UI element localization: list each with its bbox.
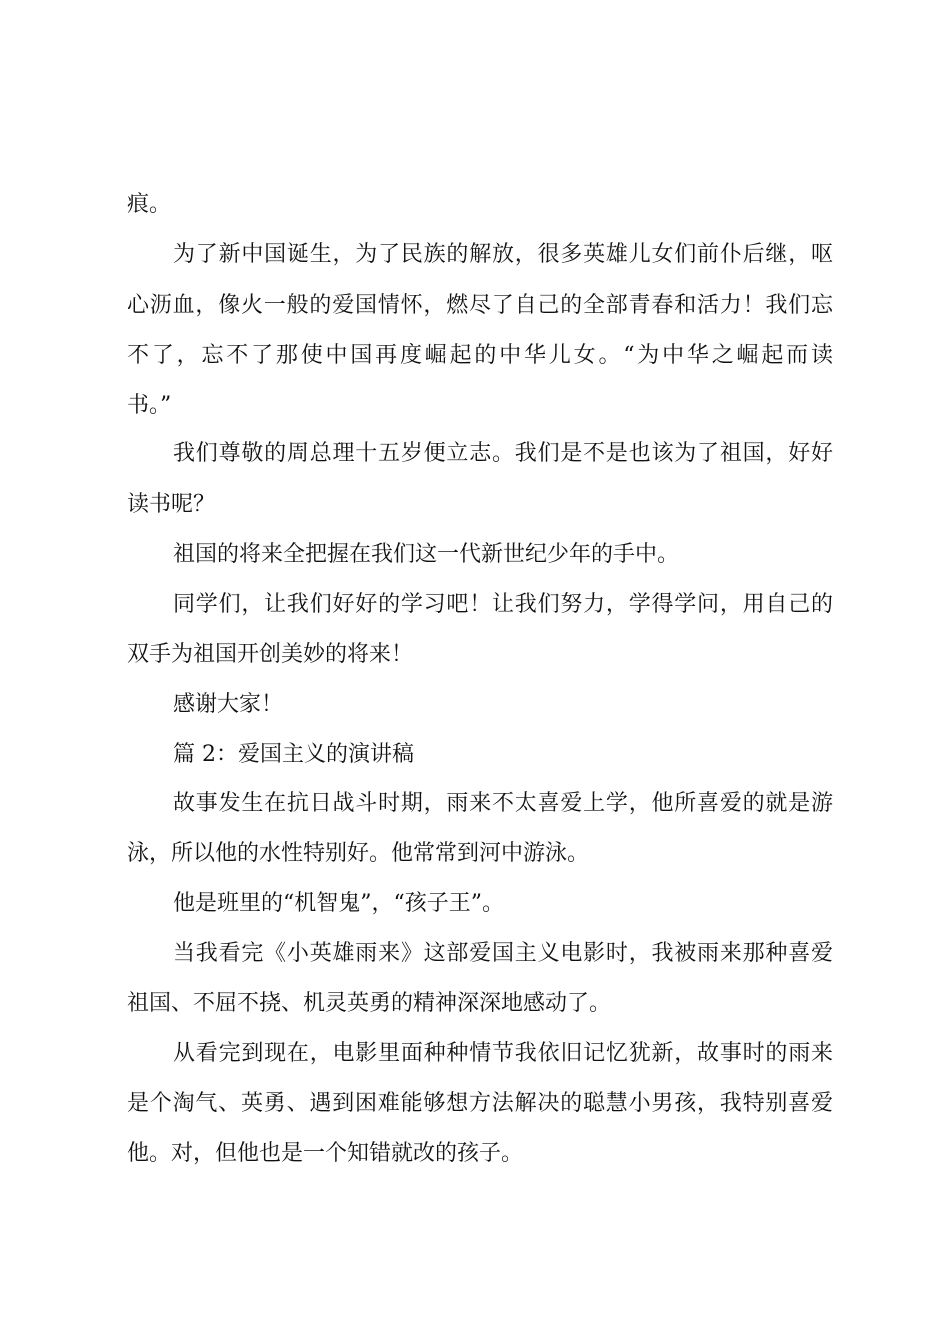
text-line: 双手为祖国开创美妙的将来！: [127, 642, 414, 667]
text-line: 故事发生在抗日战斗时期，雨来不太喜爱上学，他所喜爱的就是游: [173, 791, 833, 816]
text-line: 感谢大家！: [173, 692, 284, 717]
text-line: 不了，忘不了那使中国再度崛起的中华儿女。“为中华之崛起而读: [127, 343, 833, 368]
text-line: 我们尊敬的周总理十五岁便立志。我们是不是也该为了祖国，好好: [173, 441, 833, 466]
text-line: 他是班里的“机智鬼”，“孩子王”。: [173, 891, 504, 916]
text-line: 从看完到现在，电影里面种种情节我依旧记忆犹新，故事时的雨来: [173, 1041, 833, 1066]
text-line: 书。”: [127, 393, 172, 418]
text-line: 同学们，让我们好好的学习吧！让我们努力，学得学问，用自己的: [173, 592, 833, 617]
text-line: 心沥血，像火一般的爱国情怀，燃尽了自己的全部青春和活力！我们忘: [127, 293, 833, 318]
section-heading: 篇 2：爱国主义的演讲稿: [173, 742, 414, 767]
text-line: 是个淘气、英勇、遇到困难能够想方法解决的聪慧小男孩，我特别喜爱: [127, 1091, 833, 1116]
text-line: 为了新中国诞生，为了民族的解放，很多英雄儿女们前仆后继，呕: [173, 242, 833, 267]
text-line: 痕。: [127, 192, 172, 217]
text-line: 祖国的将来全把握在我们这一代新世纪少年的手中。: [173, 542, 680, 567]
text-line: 泳，所以他的水性特别好。他常常到河中游泳。: [127, 841, 590, 866]
text-line: 祖国、不屈不挠、机灵英勇的精神深深地感动了。: [127, 991, 612, 1016]
text-line: 当我看完《小英雄雨来》这部爱国主义电影时，我被雨来那种喜爱: [173, 941, 833, 966]
text-line: 他。对，但他也是一个知错就改的孩子。: [127, 1141, 524, 1166]
text-line: 读书呢？: [127, 492, 216, 517]
